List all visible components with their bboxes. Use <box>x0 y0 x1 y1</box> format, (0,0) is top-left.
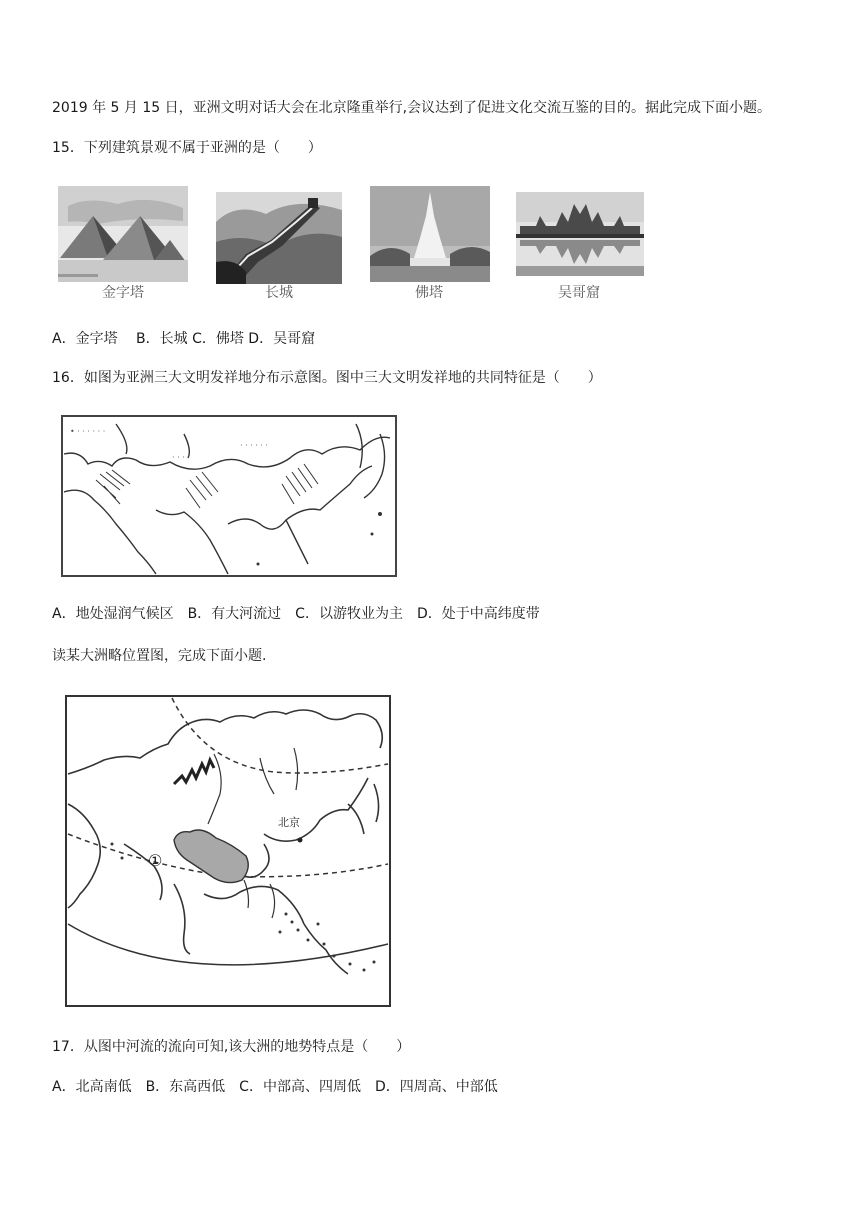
great-wall-caption: 长城 <box>265 285 293 301</box>
pyramids-photo <box>58 186 188 282</box>
q15-image-row <box>58 186 658 306</box>
svg-text:• · · · · · ·: • · · · · · · <box>70 427 106 436</box>
stupa-caption: 佛塔 <box>415 285 443 301</box>
question-15-stem: 15．下列建筑景观不属于亚洲的是（ ） <box>52 140 322 156</box>
great-wall-photo <box>216 192 342 284</box>
group-intro-text: 读某大洲略位置图，完成下面小题. <box>52 648 267 664</box>
pyramids-caption: 金字塔 <box>102 285 144 301</box>
asia-location-map <box>64 694 392 1008</box>
marker-1-label: ① <box>148 851 163 870</box>
civilizations-map <box>60 414 400 580</box>
question-15-options: A．金字塔 B．长城 C．佛塔 D．吴哥窟 <box>52 331 316 347</box>
stupa-photo <box>370 186 490 282</box>
angkor-wat-caption: 吴哥窟 <box>558 285 600 301</box>
intro-text: 2019 年 5 月 15 日，亚洲文明对话大会在北京隆重举行,会议达到了促进文化交流互鉴的目的。据此完成下面小题。 <box>52 100 772 116</box>
question-16-options: A．地处湿润气候区 B．有大河流过 C．以游牧业为主 D．处于中高纬度带 <box>52 606 540 622</box>
question-17-options: A．北高南低 B．东高西低 C．中部高、四周低 D．四周高、中部低 <box>52 1079 498 1095</box>
svg-text:· · · ·: · · · · <box>172 453 190 462</box>
svg-text:· · · · · ·: · · · · · · <box>240 441 268 450</box>
angkor-wat-photo <box>516 192 644 276</box>
question-17-stem: 17．从图中河流的流向可知,该大洲的地势特点是（ ） <box>52 1039 411 1055</box>
question-16-stem: 16．如图为亚洲三大文明发祥地分布示意图。图中三大文明发祥地的共同特征是（ ） <box>52 370 602 386</box>
beijing-label: 北京 <box>278 816 300 829</box>
